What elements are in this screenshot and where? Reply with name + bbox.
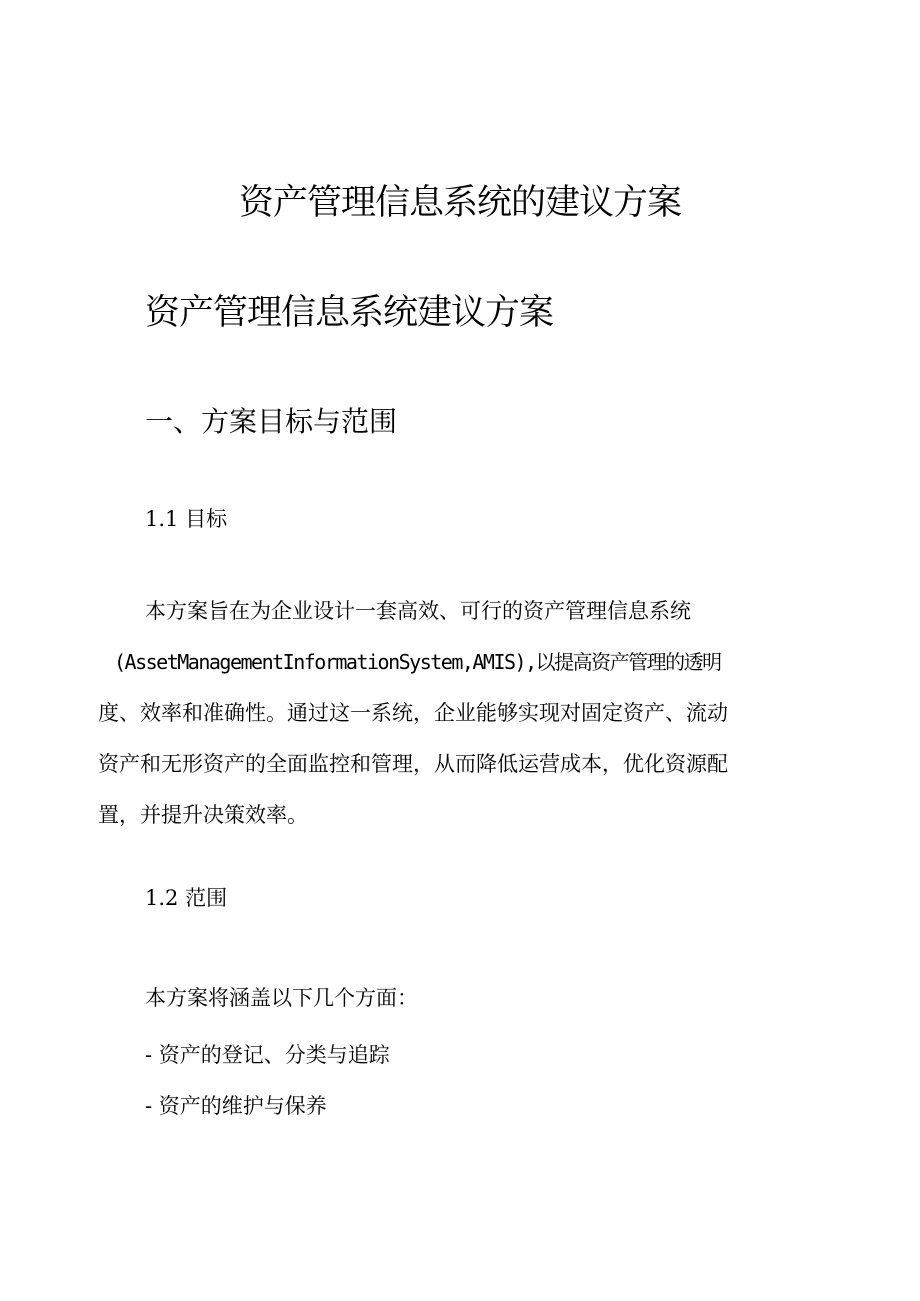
scope-intro: 本方案将涵盖以下几个方面： xyxy=(145,986,418,1010)
goal-paragraph xyxy=(98,586,818,841)
scope-list-item: - 资产的维护与保养 xyxy=(145,1094,327,1118)
goal-paragraph-line: (AssetManagementInformationSystem,AMIS),以提高资产管理的透明 xyxy=(114,650,721,674)
goal-paragraph-line: 度、效率和准确性。通过这一系统，企业能够实现对固定资产、流动 xyxy=(98,701,728,725)
section-heading-goals-scope: 一、方案目标与范围 xyxy=(145,405,398,438)
scope-list xyxy=(145,1030,390,1132)
goal-paragraph-line: 置，并提升决策效率。 xyxy=(98,803,308,827)
goal-paragraph-line: 本方案旨在为企业设计一套高效、可行的资产管理信息系统 xyxy=(145,599,691,623)
goal-paragraph-line: 资产和无形资产的全面监控和管理，从而降低运营成本，优化资源配 xyxy=(98,752,728,776)
document-title: 资产管理信息系统的建议方案 xyxy=(238,183,681,223)
document-subtitle: 资产管理信息系统建议方案 xyxy=(145,293,554,333)
subsection-heading-goal: 1.1 目标 xyxy=(145,507,228,531)
subsection-heading-scope: 1.2 范围 xyxy=(145,886,228,910)
scope-list-item: - 资产的登记、分类与追踪 xyxy=(145,1043,390,1067)
